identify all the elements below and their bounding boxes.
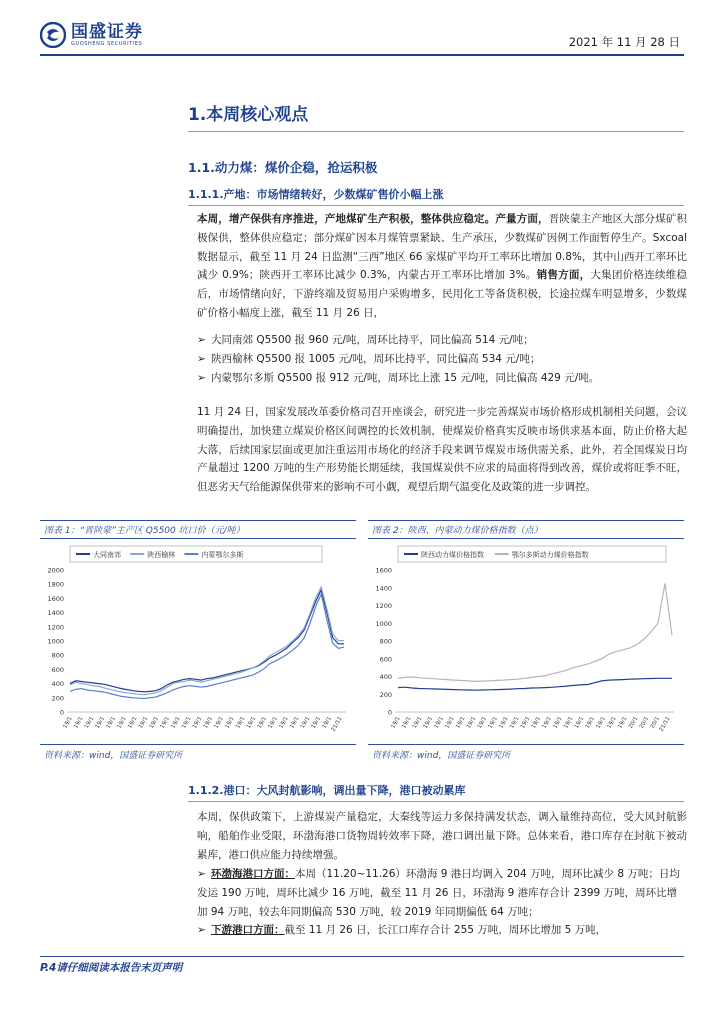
legend-label: 鄂尔多斯动力煤价格指数 xyxy=(511,551,589,559)
figure2-chart xyxy=(368,540,684,740)
legend-label: 大同南郊 xyxy=(93,551,121,559)
figure1-chart xyxy=(40,540,356,740)
policy-paragraph: 11 月 24 日，国家发展改革委价格司召开座谈会，研究进一步完善煤炭市场价格形成机制相关问题，会议明确提出，加快建立煤炭价格区间调控的长效机制，使煤炭价格真实反映市场供求基本面，防止价格大起大落，后续国家层面或更加注重运用市场化的经济手段来调节煤炭市场供需关系，此外，若全国煤炭日均产量超过 1200 万吨的生产形势能长期延续，我国煤炭供不应求的局面将得到改善，煤价或将旺季不旺，但恶劣天气给能源保供带来的影响不可小觑，观望后期气温变化及政策的进一步调控。 xyxy=(197,406,687,494)
page-footer: P.4请仔细阅读本报告末页声明 xyxy=(40,962,183,974)
x-tick-label: 19/1 xyxy=(105,716,117,730)
y-tick-label: 600 xyxy=(51,665,64,674)
x-tick-label: 19/1 xyxy=(465,716,478,730)
x-tick-label: 19/1 xyxy=(541,716,553,730)
x-tick-label: 19/1 xyxy=(617,716,629,730)
origin-paragraph: 本周，增产保供有序推进，产地煤矿生产积极，整体供应稳定。产量方面，晋陕蒙主产地区大部分煤矿积极保供，整体供应稳定；部分煤矿因本月煤管票紧缺、生产承压，少数煤矿因例工作面暂停生产。Sxcoal 数据显示，截至 11 月 24 日监测“三西”地区 66 家煤矿平均开工率环比增加 0.8%，其中山西开工率环比减少 0.9%；陕西开工率环比减少 0.3%，内蒙古开工率环比增加 3%。销售方面，大集团价格连续维稳后，市场情绪向好，下游终端及贸易用户采购增多，民用化工等备货积极，长途拉煤车明显增多，少数煤矿价格小幅度上涨，截至 11 月 26 日， xyxy=(197,213,688,319)
y-tick-label: 0 xyxy=(387,708,392,717)
y-tick-label: 200 xyxy=(51,694,64,703)
x-tick-label: 21/11 xyxy=(330,716,344,733)
x-tick-label: 19/1 xyxy=(245,716,258,730)
y-tick-label: 400 xyxy=(379,673,392,681)
arrow-icon: ➢ xyxy=(197,924,206,937)
list-item: ➢ 内蒙鄂尔多斯 Q5500 报 912 元/吨，周环比上涨 15 元/吨，同比偏高 429 元/吨。 xyxy=(197,369,687,388)
y-tick-label: 1200 xyxy=(375,602,392,610)
x-tick-label: 19/1 xyxy=(476,716,489,730)
subsection-divider xyxy=(188,205,684,206)
x-tick-label: 19/1 xyxy=(606,716,618,730)
price-bullet-list xyxy=(197,331,687,387)
y-tick-label: 1000 xyxy=(375,619,392,628)
x-tick-label: 19/1 xyxy=(170,716,182,730)
list-item: ➢ 大同南郊 Q5500 报 960 元/吨，周环比持平，同比偏高 514 元/吨； xyxy=(197,331,687,350)
y-tick-label: 0 xyxy=(59,708,64,717)
y-tick-label: 1800 xyxy=(47,580,64,589)
figure1-top-rule xyxy=(40,520,356,521)
y-tick-label: 1600 xyxy=(375,566,392,575)
y-tick-label: 1400 xyxy=(375,584,392,593)
figure1-caption-rule xyxy=(40,538,356,539)
x-tick-label: 19/1 xyxy=(127,716,139,730)
y-tick-label: 800 xyxy=(379,637,392,646)
y-tick-label: 1200 xyxy=(47,623,64,632)
x-tick-label: 19/1 xyxy=(191,716,204,730)
figure2-source: 资料来源：wind，国盛证券研究所 xyxy=(372,751,511,761)
x-tick-label: 19/1 xyxy=(235,716,247,730)
company-name-cn: 国盛证券 xyxy=(71,21,143,42)
x-tick-label: 19/1 xyxy=(116,716,128,730)
x-tick-label: 19/1 xyxy=(148,716,161,730)
arrow-icon: ➢ xyxy=(197,334,206,346)
x-tick-label: 20/1 xyxy=(627,716,640,730)
x-tick-label: 19/1 xyxy=(202,716,215,730)
x-tick-label: 20/1 xyxy=(649,716,661,730)
legend-label: 内蒙鄂尔多斯 xyxy=(201,551,244,559)
x-tick-label: 19/1 xyxy=(444,716,456,730)
x-tick-label: 19/1 xyxy=(552,716,564,730)
x-tick-label: 19/1 xyxy=(256,716,269,730)
company-name-en: GUOSHENG SECURITIES xyxy=(71,40,143,47)
x-tick-label: 19/1 xyxy=(411,716,424,730)
x-tick-label: 19/1 xyxy=(181,716,193,730)
figure1-bottom-rule xyxy=(40,744,356,745)
y-tick-label: 200 xyxy=(379,690,392,699)
x-tick-label: 19/1 xyxy=(224,716,236,730)
x-tick-label: 19/1 xyxy=(278,716,290,730)
figure1-svg xyxy=(40,540,356,740)
x-tick-label: 19/1 xyxy=(519,716,532,730)
series-line-2 xyxy=(70,594,344,698)
legend-label: 陕西动力煤价格指数 xyxy=(421,551,484,559)
port-paragraph: 本周，保供政策下，上游煤炭产量稳定，大秦线等运力多保持满发状态，调入量维持高位，受大风封航影响，船舶作业受限，环渤海港口货物周转效率下降，港口调出量下降。总体来看，港口库存在封航下被动累库，港口供应能力持续增强。 xyxy=(197,811,687,861)
figure2-caption-rule xyxy=(368,538,684,539)
y-tick-label: 2000 xyxy=(47,566,64,575)
series-line-0 xyxy=(70,590,344,692)
x-tick-label: 19/1 xyxy=(498,716,510,730)
list-item: ➢ 下游港口方面：截至 11 月 26 日，长江口库存合计 255 万吨，周环比增加 5 万吨， xyxy=(197,921,687,940)
x-tick-label: 19/1 xyxy=(289,716,301,730)
x-tick-label: 19/1 xyxy=(509,716,521,730)
x-tick-label: 19/1 xyxy=(159,716,171,730)
list-item: ➢ 环渤海港口方面：本周（11.20~11.26）环渤海 9 港日均调入 204 万吨，周环比减少 8 万吨；日均发运 190 万吨，周环比减少 16 万吨，截至 11 月 26 日，环渤海 9 港库存合计 2399 万吨，周环比增加 94 万吨，较去年同期偏高 530 万吨，较 2019 年同期偏低 64 万吨； xyxy=(197,865,687,921)
x-tick-label: 21/11 xyxy=(658,716,672,733)
x-tick-label: 19/1 xyxy=(573,716,586,730)
x-tick-label: 19/1 xyxy=(94,716,107,730)
x-tick-label: 19/1 xyxy=(267,716,279,730)
x-tick-label: 19/1 xyxy=(310,716,323,730)
figure2-top-rule xyxy=(368,520,684,521)
company-logo xyxy=(40,22,143,48)
figure2-caption: 图表 2：陕西、内蒙动力煤价格指数（点） xyxy=(372,526,543,536)
y-tick-label: 1600 xyxy=(47,594,64,603)
series-line-1 xyxy=(398,583,672,681)
legend-label: 陕西榆林 xyxy=(147,551,176,559)
arrow-icon: ➢ xyxy=(197,868,206,880)
x-tick-label: 20/1 xyxy=(638,716,651,730)
figure1-caption: 图表 1：“晋陕蒙”主产区 Q5500 坑口价（元/吨） xyxy=(44,526,245,536)
section-title-1-1: 1.1.动力煤：煤价企稳，抢运积极 xyxy=(188,160,378,175)
y-tick-label: 1400 xyxy=(47,609,64,618)
header-divider xyxy=(40,54,684,56)
x-tick-label: 19/1 xyxy=(595,716,607,730)
section-title-1-1-1: 1.1.1.产地：市场情绪转好，少数煤矿售价小幅上涨 xyxy=(188,188,444,201)
series-line-0 xyxy=(398,678,672,690)
arrow-icon: ➢ xyxy=(197,352,206,365)
x-tick-label: 19/1 xyxy=(455,716,467,730)
port-bullet-list xyxy=(197,865,687,940)
x-tick-label: 19/1 xyxy=(530,716,543,730)
figure2-bottom-rule xyxy=(368,744,684,745)
x-tick-label: 19/1 xyxy=(433,716,445,730)
x-tick-label: 19/1 xyxy=(83,716,96,730)
x-tick-label: 19/1 xyxy=(487,716,499,730)
x-tick-label: 19/1 xyxy=(299,716,312,730)
y-tick-label: 400 xyxy=(51,680,64,689)
section-divider xyxy=(188,131,684,132)
x-tick-label: 19/1 xyxy=(401,716,413,730)
y-tick-label: 800 xyxy=(51,651,64,660)
x-tick-label: 19/1 xyxy=(584,716,597,730)
x-tick-label: 19/1 xyxy=(422,716,435,730)
y-tick-label: 600 xyxy=(379,655,392,664)
x-tick-label: 19/1 xyxy=(73,716,85,730)
x-tick-label: 19/1 xyxy=(390,716,402,730)
figure2-svg xyxy=(368,540,684,740)
figure1-source: 资料来源：wind，国盛证券研究所 xyxy=(44,751,183,761)
x-tick-label: 19/1 xyxy=(62,716,74,730)
section-title-1-1-2: 1.1.2.港口：大风封航影响，调出量下降，港口被动累库 xyxy=(188,784,466,797)
list-item: ➢ 陕西榆林 Q5500 报 1005 元/吨，周环比持平，同比偏高 534 元/吨； xyxy=(197,350,687,369)
x-tick-label: 19/1 xyxy=(321,716,333,730)
footer-divider xyxy=(40,956,684,957)
y-tick-label: 1000 xyxy=(47,637,64,646)
section-title-1: 1.本周核心观点 xyxy=(188,105,309,125)
subsection-divider xyxy=(188,801,684,802)
arrow-icon: ➢ xyxy=(197,371,206,384)
x-tick-label: 19/1 xyxy=(137,716,150,730)
x-tick-label: 19/1 xyxy=(213,716,225,730)
logo-icon xyxy=(40,22,66,48)
report-date: 2021 年 11 月 28 日 xyxy=(568,35,680,49)
x-tick-label: 19/1 xyxy=(563,716,575,730)
